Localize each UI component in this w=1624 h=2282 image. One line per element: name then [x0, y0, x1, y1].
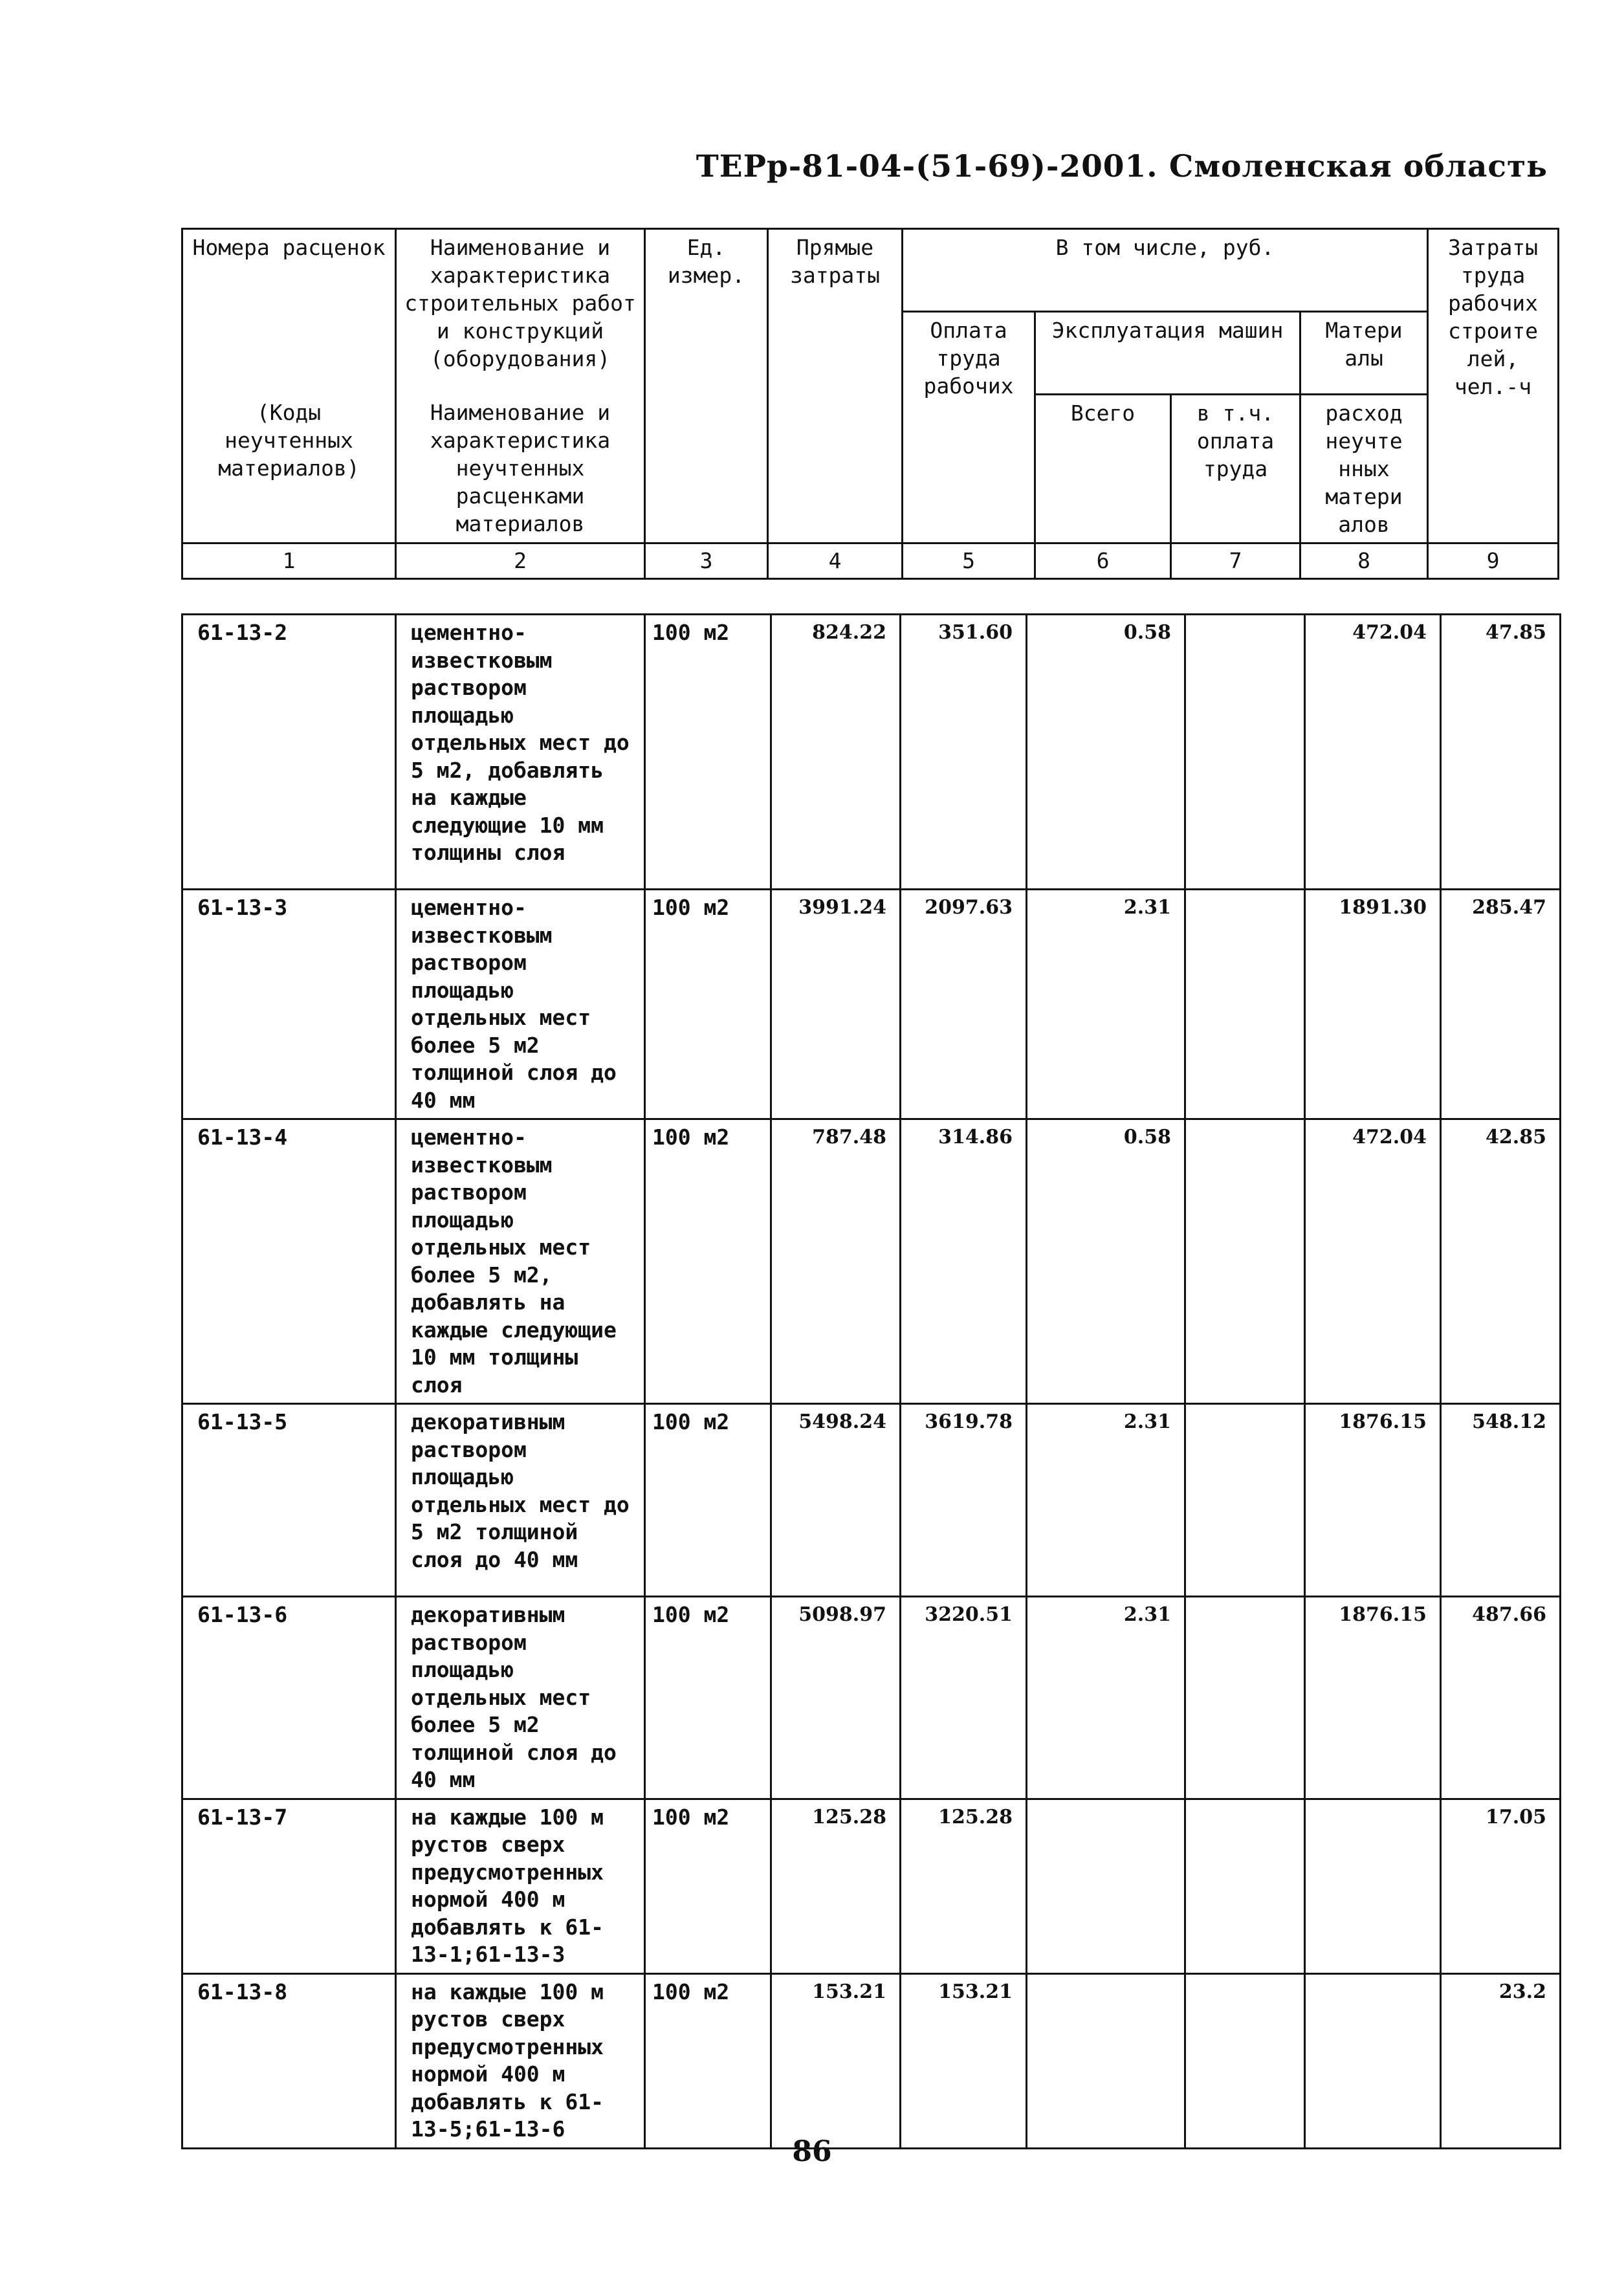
row-name: цементно-известковым раствором площадью отдельных мест более 5 м2, добавлять на каждые следующие 10 мм толщины слоя: [396, 1119, 645, 1404]
row-name: декоративным раствором площадью отдельных мест до 5 м2 толщиной слоя до 40 мм: [396, 1404, 645, 1597]
row-labor: 285.47: [1441, 890, 1561, 1119]
row-incl-wages: [1185, 890, 1305, 1119]
table-row: [182, 1799, 1561, 1973]
table-row: [182, 615, 1561, 890]
table-row: [182, 1973, 1561, 2148]
row-unit: 100 м2: [645, 1973, 771, 2148]
row-labor: 487.66: [1441, 1597, 1561, 1799]
row-labor: 42.85: [1441, 1119, 1561, 1404]
row-unit: 100 м2: [645, 615, 771, 890]
header-total: Всего: [1035, 395, 1171, 543]
row-wages: 351.60: [901, 615, 1027, 890]
row-direct: 5098.97: [771, 1597, 901, 1799]
row-materials: [1305, 1799, 1441, 1973]
header-machines: Эксплуатация машин: [1035, 312, 1300, 395]
row-labor: 17.05: [1441, 1799, 1561, 1973]
header-labor: Затраты труда рабочих строите лей, чел.-ч: [1428, 229, 1559, 543]
header-name-sub: Наименование и характеристика неучтенных расценками материалов: [396, 395, 645, 543]
row-unit: 100 м2: [645, 890, 771, 1119]
header-including: В том числе, руб.: [903, 229, 1428, 312]
row-code: 61-13-6: [182, 1597, 396, 1799]
header-name: Наименование и характеристика строительных работ и конструкций (оборудования): [396, 229, 645, 395]
row-name: на каждые 100 м рустов сверх предусмотренных нормой 400 м добавлять к 61-13-5;61-13-6: [396, 1973, 645, 2148]
row-code: 61-13-8: [182, 1973, 396, 2148]
header-materials-sub: расход неучте нных матери алов: [1300, 395, 1428, 543]
row-incl-wages: [1185, 1597, 1305, 1799]
row-materials: 1876.15: [1305, 1404, 1441, 1597]
row-direct: 5498.24: [771, 1404, 901, 1597]
column-number: 2: [396, 543, 645, 579]
row-machines: [1027, 1799, 1185, 1973]
row-materials: [1305, 1973, 1441, 2148]
column-number: 5: [903, 543, 1035, 579]
row-direct: 153.21: [771, 1973, 901, 2148]
table-row: [182, 1119, 1561, 1404]
row-code: 61-13-3: [182, 890, 396, 1119]
row-machines: 2.31: [1027, 890, 1185, 1119]
row-incl-wages: [1185, 1404, 1305, 1597]
row-wages: 153.21: [901, 1973, 1027, 2148]
row-unit: 100 м2: [645, 1799, 771, 1973]
row-machines: 2.31: [1027, 1597, 1185, 1799]
row-wages: 314.86: [901, 1119, 1027, 1404]
row-wages: 3619.78: [901, 1404, 1027, 1597]
row-code: 61-13-7: [182, 1799, 396, 1973]
row-materials: 472.04: [1305, 615, 1441, 890]
row-incl-wages: [1185, 615, 1305, 890]
row-labor: 548.12: [1441, 1404, 1561, 1597]
row-name: цементно-известковым раствором площадью отдельных мест более 5 м2 толщиной слоя до 40 мм: [396, 890, 645, 1119]
row-materials: 1891.30: [1305, 890, 1441, 1119]
column-number: 6: [1035, 543, 1171, 579]
row-code: 61-13-2: [182, 615, 396, 890]
row-materials: 472.04: [1305, 1119, 1441, 1404]
row-direct: 3991.24: [771, 890, 901, 1119]
row-code: 61-13-5: [182, 1404, 396, 1597]
row-unit: 100 м2: [645, 1404, 771, 1597]
header-codes: Номера расценок: [182, 229, 396, 312]
header-codes-sub: (Коды неучтенных материалов): [182, 395, 396, 543]
row-incl-wages: [1185, 1799, 1305, 1973]
row-machines: [1027, 1973, 1185, 2148]
table-row: [182, 890, 1561, 1119]
row-name: декоративным раствором площадью отдельных мест более 5 м2 толщиной слоя до 40 мм: [396, 1597, 645, 1799]
row-machines: 0.58: [1027, 615, 1185, 890]
page-title: ТЕРр-81-04-(51-69)-2001. Смоленская область: [696, 149, 1548, 184]
row-machines: 2.31: [1027, 1404, 1185, 1597]
rates-table: [181, 613, 1561, 2149]
row-labor: 47.85: [1441, 615, 1561, 890]
table-row: [182, 1404, 1561, 1597]
row-wages: 2097.63: [901, 890, 1027, 1119]
row-direct: 824.22: [771, 615, 901, 890]
row-name: на каждые 100 м рустов сверх предусмотренных нормой 400 м добавлять к 61-13-1;61-13-3: [396, 1799, 645, 1973]
row-code: 61-13-4: [182, 1119, 396, 1404]
column-number: 8: [1300, 543, 1428, 579]
column-number: 4: [768, 543, 903, 579]
row-direct: 787.48: [771, 1119, 901, 1404]
column-number: 9: [1428, 543, 1559, 579]
header-wages: Оплата труда рабочих: [903, 312, 1035, 543]
table-row: [182, 1597, 1561, 1799]
row-wages: 125.28: [901, 1799, 1027, 1973]
column-number: 3: [645, 543, 768, 579]
row-machines: 0.58: [1027, 1119, 1185, 1404]
row-unit: 100 м2: [645, 1597, 771, 1799]
column-number: 1: [182, 543, 396, 579]
page-number: 86: [792, 2135, 832, 2168]
header-materials: Матери алы: [1300, 312, 1428, 395]
row-incl-wages: [1185, 1119, 1305, 1404]
header-incl-wages: в т.ч. оплата труда: [1171, 395, 1300, 543]
row-name: цементно-известковым раствором площадью отдельных мест до 5 м2, добавлять на каждые следующие 10 мм толщины слоя: [396, 615, 645, 890]
row-unit: 100 м2: [645, 1119, 771, 1404]
header-table: [181, 228, 1559, 580]
row-wages: 3220.51: [901, 1597, 1027, 1799]
row-incl-wages: [1185, 1973, 1305, 2148]
header-direct: Прямые затраты: [768, 229, 903, 543]
column-number: 7: [1171, 543, 1300, 579]
header-unit: Ед. измер.: [645, 229, 768, 543]
row-materials: 1876.15: [1305, 1597, 1441, 1799]
row-labor: 23.2: [1441, 1973, 1561, 2148]
row-direct: 125.28: [771, 1799, 901, 1973]
